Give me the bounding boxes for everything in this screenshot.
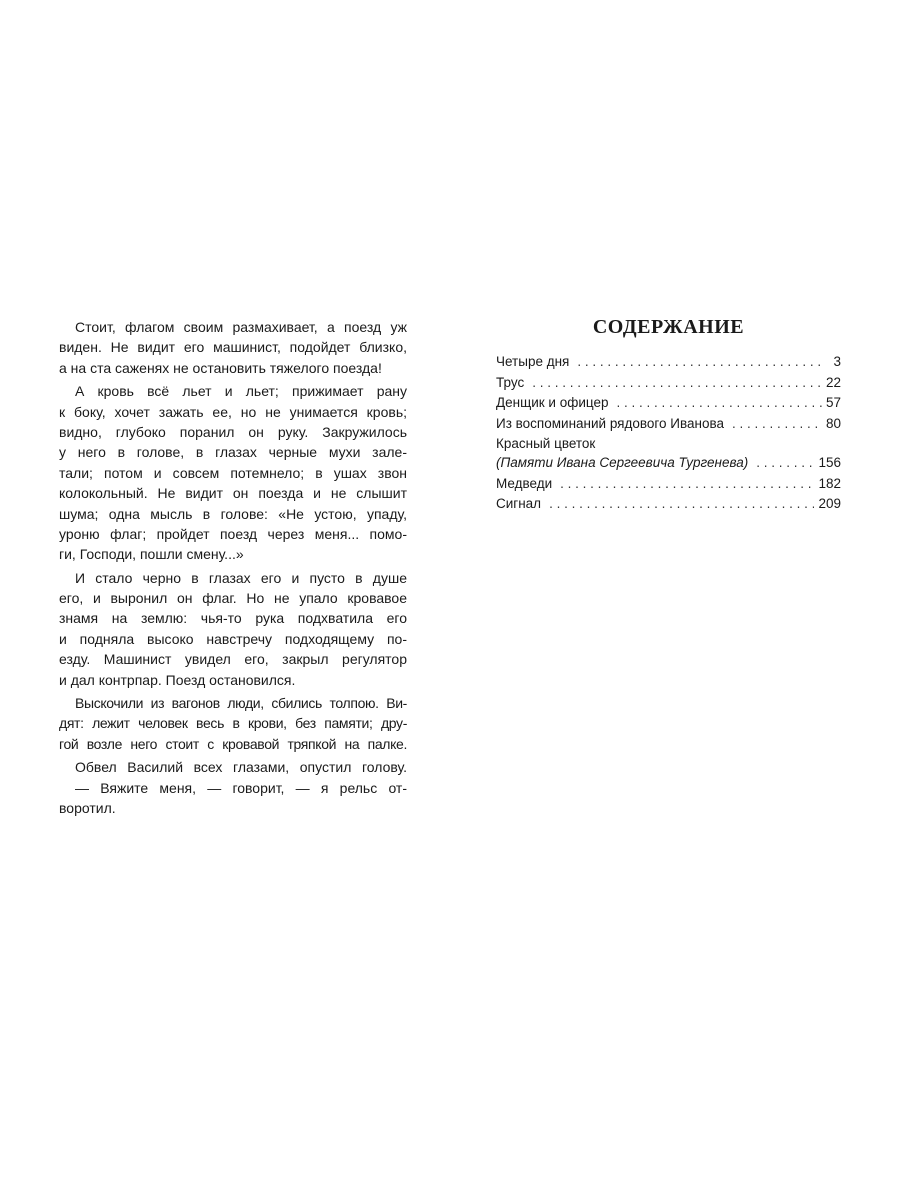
toc-page-number: 57 bbox=[825, 395, 841, 410]
text-line: и дал контрпар. Поезд остановился. bbox=[59, 671, 296, 688]
text-line: И стало черно в глазах его и пусто в душе bbox=[75, 569, 407, 586]
story-paragraph bbox=[59, 317, 407, 378]
toc-page-number: 22 bbox=[825, 374, 841, 390]
text-line: видно, глубоко поранил он руку. Закружилось bbox=[59, 423, 407, 440]
text-line: знамя на землю: чья-то рука подхватила его bbox=[59, 610, 407, 627]
text-line: его, и выронил он флаг. Но не упало кровавое bbox=[59, 590, 407, 607]
toc-entry-title: Медведи bbox=[496, 475, 553, 491]
text-line: виден. Не видит его машинист, подойдет близко, bbox=[59, 339, 407, 356]
dot-leader bbox=[560, 474, 814, 495]
toc-entry-title: Денщик и офицер bbox=[496, 395, 609, 410]
text-line: у него в голове, в глазах черные мухи зале- bbox=[59, 444, 407, 461]
text-line: дят: лежит человек весь в крови, без памяти; дру- bbox=[59, 715, 407, 732]
text-line: Обвел Василий всех глазами, опустил голову. bbox=[75, 759, 407, 776]
text-line: уроню флаг; пройдет поезд через меня... помо- bbox=[59, 525, 407, 542]
text-line: воротил. bbox=[59, 799, 116, 816]
toc-title: СОДЕРЖАНИЕ bbox=[592, 316, 745, 338]
text-line: а на ста саженях не остановить тяжелого поезда! bbox=[59, 359, 382, 376]
toc-entry-title: Из воспоминаний рядового Иванова bbox=[496, 415, 725, 431]
text-line: гой возле него стоит с кровавой тряпкой на палке. bbox=[59, 735, 407, 752]
story-page bbox=[59, 317, 407, 821]
toc-entry[interactable] bbox=[496, 494, 841, 515]
dot-leader bbox=[532, 373, 822, 394]
toc-entry[interactable] bbox=[496, 373, 841, 394]
text-line: шума; одна мысль в голове: «Не устою, упаду, bbox=[59, 505, 407, 522]
toc-entry[interactable] bbox=[496, 434, 841, 474]
text-line: Выскочили из вагонов люди, сбились толпою. Ви- bbox=[75, 695, 407, 712]
text-line: ги, Господи, пошли смену...» bbox=[59, 546, 244, 563]
toc-entry[interactable] bbox=[496, 414, 841, 435]
dot-leader bbox=[732, 414, 822, 435]
table-of-contents bbox=[496, 314, 841, 515]
text-line: колокольный. Не видит он поезда и не слышит bbox=[59, 485, 407, 502]
toc-entry-title: Красный цветок bbox=[496, 436, 596, 451]
toc-list bbox=[496, 352, 841, 515]
dot-leader bbox=[577, 352, 823, 373]
story-paragraph bbox=[59, 693, 407, 754]
text-line: к боку, хочет зажать ее, но не унимается кровь; bbox=[59, 403, 407, 420]
toc-entry[interactable] bbox=[496, 393, 841, 414]
dot-leader bbox=[616, 393, 822, 414]
toc-entry[interactable] bbox=[496, 474, 841, 495]
toc-entry-title: Сигнал bbox=[496, 496, 542, 511]
story-paragraph bbox=[59, 757, 407, 818]
toc-page-number: 156 bbox=[818, 455, 841, 470]
dot-leader bbox=[756, 453, 814, 474]
toc-entry-subtitle: (Памяти Ивана Сергеевича Тургенева) bbox=[496, 455, 749, 470]
toc-entry[interactable] bbox=[496, 352, 841, 373]
toc-entry-title: Трус bbox=[496, 374, 525, 390]
text-line: Стоит, флагом своим размахивает, а поезд уж bbox=[75, 319, 407, 335]
toc-page-number: 80 bbox=[825, 415, 841, 431]
text-line: тали; потом и совсем потемнело; в ушах звон bbox=[59, 464, 407, 481]
text-line: езду. Машинист увидел его, закрыл регулятор bbox=[59, 651, 407, 668]
story-paragraph bbox=[59, 568, 407, 690]
toc-page-number: 209 bbox=[818, 496, 841, 511]
text-line: А кровь всё льет и льет; прижимает рану bbox=[75, 383, 407, 400]
text-line: и подняла высоко навстречу подходящему по- bbox=[59, 630, 407, 647]
toc-page-number: 182 bbox=[818, 475, 841, 491]
text-line: — Вяжите меня, — говорит, — я рельс от- bbox=[75, 779, 407, 796]
toc-page-number: 3 bbox=[833, 354, 841, 369]
toc-entry-title: Четыре дня bbox=[496, 354, 570, 369]
dot-leader bbox=[549, 494, 814, 515]
story-paragraph bbox=[59, 381, 407, 565]
